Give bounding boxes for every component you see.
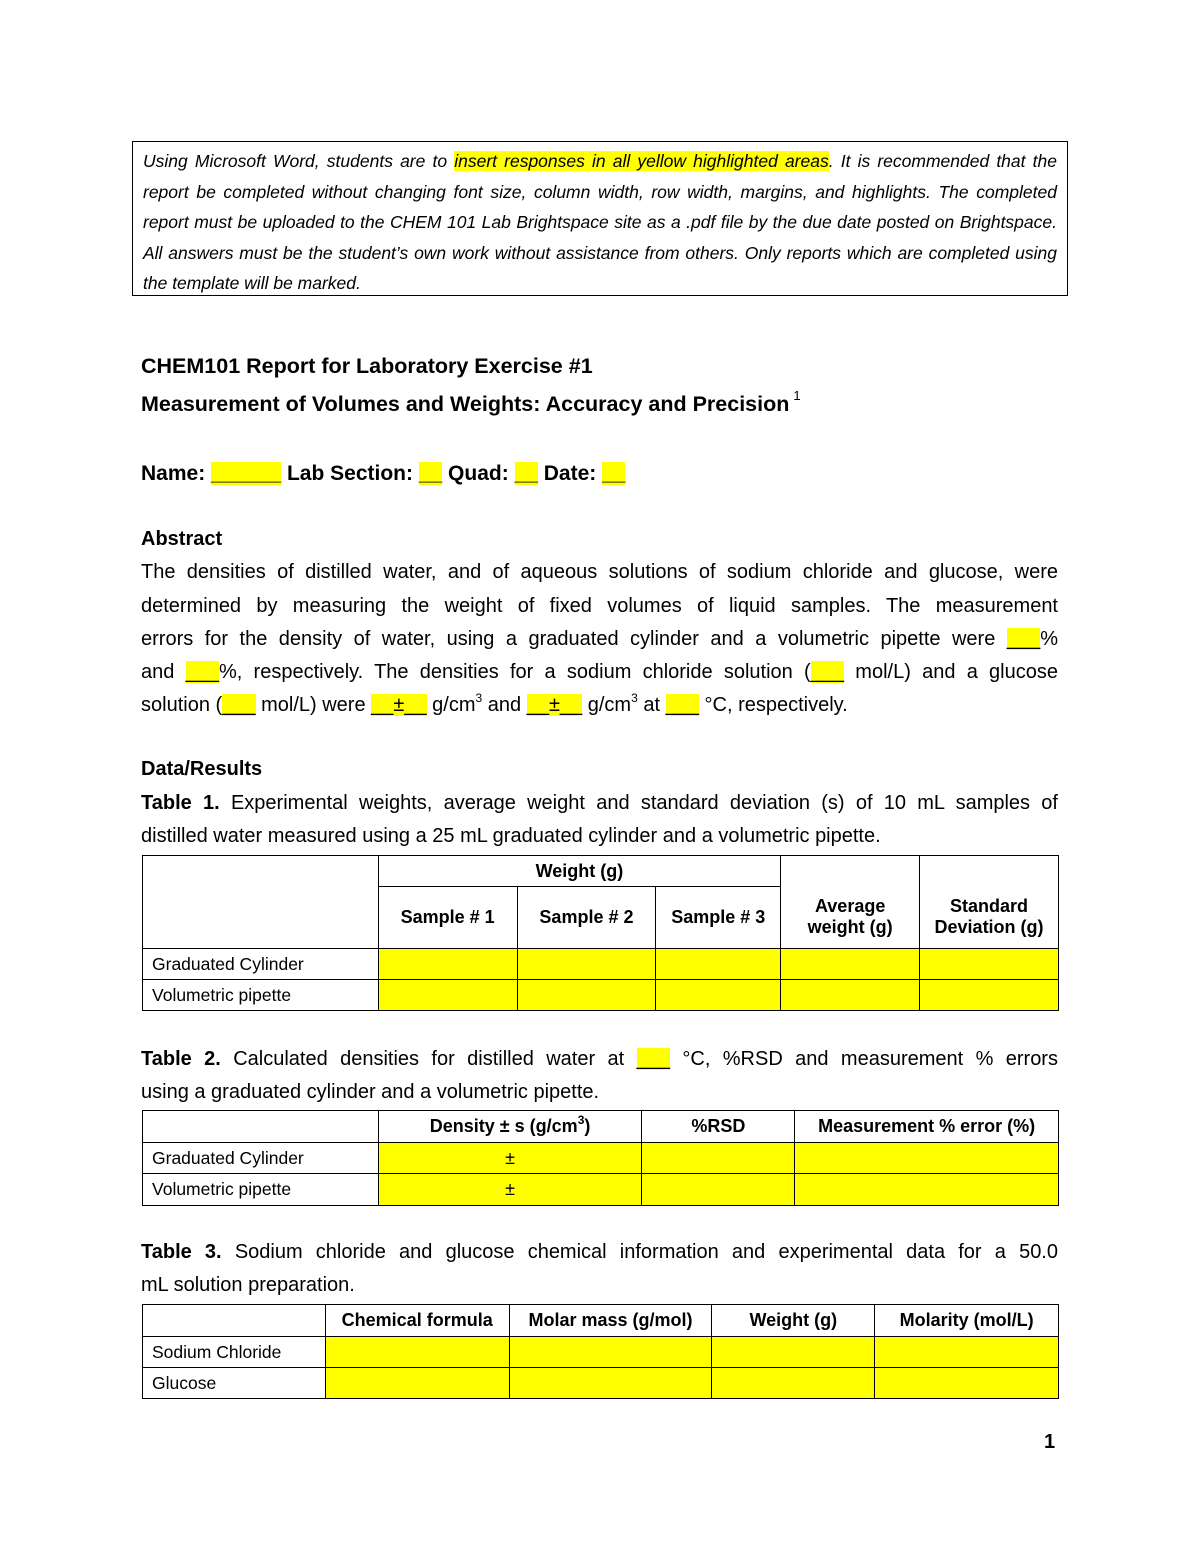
input-cell[interactable]	[378, 949, 517, 980]
row-label: Sodium Chloride	[143, 1337, 326, 1368]
row-label: Graduated Cylinder	[143, 949, 379, 980]
nacl-molarity-field[interactable]: ___	[810, 661, 845, 683]
input-cell[interactable]	[920, 949, 1059, 980]
table2-col-error: Measurement % error (%)	[795, 1111, 1059, 1143]
subtitle-text: Measurement of Volumes and Weights: Accuracy and Precision	[141, 392, 790, 416]
superscript: 3	[475, 691, 483, 705]
abstract-text: at	[643, 694, 661, 716]
table2-col-rsd: %RSD	[642, 1111, 795, 1143]
input-cell[interactable]	[378, 980, 517, 1011]
water-error-pipette-field[interactable]: ___	[185, 661, 219, 683]
abstract-text: %, respectively. The densities for a sodium chloride solution (	[218, 661, 811, 683]
nacl-density-field[interactable]: __±__	[371, 694, 427, 716]
lab-section-label: Lab Section:	[286, 462, 413, 485]
input-cell[interactable]	[795, 1174, 1059, 1206]
quad-label: Quad:	[448, 462, 509, 485]
table2-corner	[143, 1111, 379, 1143]
table3-col-molarity: Molarity (mol/L)	[875, 1305, 1059, 1337]
input-cell[interactable]	[920, 980, 1059, 1011]
superscript: 3	[577, 1113, 585, 1127]
abstract-text: and	[487, 694, 522, 716]
table-row	[143, 1368, 1059, 1399]
table2-caption-line-1	[141, 1048, 1058, 1071]
report-title: CHEM101 Report for Laboratory Exercise #1	[141, 354, 593, 378]
average-label-2: weight (g)	[807, 917, 893, 938]
abstract-line-2: determined by measuring the weight of fixed volumes of liquid samples. The measurement	[141, 595, 1058, 617]
input-cell[interactable]	[875, 1337, 1059, 1368]
abstract-line-5	[141, 691, 1058, 717]
table2-col-density	[378, 1111, 642, 1143]
table1-col-sample-1: Sample # 1	[378, 887, 517, 949]
table3-caption-line-1	[141, 1241, 1058, 1264]
date-label: Date:	[543, 462, 597, 485]
table2-label: Table 2.	[141, 1048, 221, 1070]
table3-label: Table 3.	[141, 1241, 222, 1263]
density-label-end: )	[584, 1116, 591, 1136]
instructions-text-2: . It is recommended that the report be completed without changing font size, column width, row width, margins, and highlights. The completed report must be uploaded to the CHEM 101 Lab Brightspace site as a .pdf file by the due date posted on Brightspace. All answers must be the student’s own work without assistance from others. Only reports which are completed using the template will be marked.	[143, 151, 1057, 294]
density-input-cell[interactable]: ±	[378, 1174, 642, 1206]
footnote-marker: 1	[793, 388, 801, 403]
table1-caption-line-2: distilled water measured using a 25 mL graduated cylinder and a volumetric pipette.	[141, 825, 881, 847]
table2-temperature-field[interactable]: ___	[636, 1048, 670, 1070]
row-label: Glucose	[143, 1368, 326, 1399]
abstract-text: errors for the density of water, using a graduated cylinder and a volumetric pipette were	[141, 628, 996, 650]
abstract-text: mol/L) were	[261, 694, 366, 716]
table1	[142, 855, 1059, 1011]
water-error-cylinder-field[interactable]: ___	[1006, 628, 1041, 650]
report-subtitle	[141, 388, 801, 417]
table-row	[143, 1143, 1059, 1174]
table1-col-std-dev	[920, 887, 1059, 949]
std-dev-label-1: Standard	[950, 896, 1029, 917]
table1-corner	[143, 856, 379, 887]
lab-section-field[interactable]: __	[418, 462, 443, 485]
table3-col-formula: Chemical formula	[325, 1305, 509, 1337]
instructions-text-1: Using Microsoft Word, students are to	[143, 151, 455, 171]
table3-caption-text: Sodium chloride and glucose chemical information and experimental data for a 50.0	[234, 1241, 1058, 1263]
row-label: Graduated Cylinder	[143, 1143, 379, 1174]
std-dev-label-2: Deviation (g)	[934, 917, 1044, 938]
input-cell[interactable]	[781, 980, 920, 1011]
input-cell[interactable]	[509, 1368, 712, 1399]
abstract-text: %	[1040, 628, 1058, 650]
table3-corner	[143, 1305, 326, 1337]
page-number: 1	[1044, 1431, 1056, 1453]
table1-caption-line-1	[141, 792, 1058, 815]
abstract-line-4	[141, 661, 1058, 684]
table-row	[143, 1174, 1059, 1206]
input-cell[interactable]	[656, 980, 781, 1011]
input-cell[interactable]	[712, 1337, 875, 1368]
table1-weight-header: Weight (g)	[378, 856, 781, 887]
row-label: Volumetric pipette	[143, 980, 379, 1011]
table2-caption-text: Calculated densities for distilled water at	[233, 1048, 625, 1070]
date-field[interactable]: __	[602, 462, 626, 485]
table1-caption-text: Experimental weights, average weight and standard deviation (s) of 10 mL samples of	[230, 792, 1058, 814]
density-input-cell[interactable]: ±	[378, 1143, 642, 1174]
table2-caption-text: °C, %RSD and measurement % errors	[682, 1048, 1058, 1070]
abstract-text: and	[141, 661, 175, 683]
abstract-text: g/cm	[432, 694, 476, 716]
table3-caption-line-2: mL solution preparation.	[141, 1274, 355, 1296]
name-field[interactable]: ______	[211, 462, 282, 485]
table1-corner	[143, 887, 379, 949]
abstract-heading: Abstract	[141, 528, 223, 550]
temperature-field[interactable]: ___	[665, 694, 699, 716]
abstract-line-3	[141, 628, 1058, 651]
abstract-text: °C, respectively.	[704, 694, 848, 716]
input-cell[interactable]	[642, 1174, 795, 1206]
table1-header-cell	[920, 856, 1059, 887]
table-row	[143, 1337, 1059, 1368]
table1-col-sample-2: Sample # 2	[517, 887, 656, 949]
table3	[142, 1304, 1059, 1399]
table-row	[143, 980, 1059, 1011]
input-cell[interactable]	[325, 1337, 509, 1368]
name-label: Name:	[141, 462, 206, 485]
table1-label: Table 1.	[141, 792, 220, 814]
input-cell[interactable]	[517, 949, 656, 980]
table2	[142, 1110, 1059, 1206]
glucose-density-field[interactable]: __±__	[526, 694, 583, 716]
input-cell[interactable]	[517, 980, 656, 1011]
density-label: Density ± s (g/cm	[429, 1116, 578, 1136]
input-cell[interactable]	[325, 1368, 509, 1399]
abstract-line-1: The densities of distilled water, and of aqueous solutions of sodium chloride and glucose, were	[141, 561, 1058, 583]
input-cell[interactable]	[781, 949, 920, 980]
table3-col-molar-mass: Molar mass (g/mol)	[509, 1305, 712, 1337]
student-info-line	[141, 462, 1058, 486]
table1-col-average	[781, 887, 920, 949]
abstract-text: g/cm	[587, 694, 632, 716]
input-cell[interactable]	[509, 1337, 712, 1368]
table-row	[143, 949, 1059, 980]
abstract-text: mol/L) and a glucose	[855, 661, 1058, 683]
input-cell[interactable]	[712, 1368, 875, 1399]
average-label-1: Average	[814, 896, 886, 917]
input-cell[interactable]	[875, 1368, 1059, 1399]
row-label: Volumetric pipette	[143, 1174, 379, 1206]
superscript: 3	[631, 691, 638, 705]
table1-col-sample-3: Sample # 3	[656, 887, 781, 949]
input-cell[interactable]	[642, 1143, 795, 1174]
table1-header-cell	[781, 856, 920, 887]
glucose-molarity-field[interactable]: ___	[222, 694, 256, 716]
quad-field[interactable]: __	[514, 462, 538, 485]
input-cell[interactable]	[795, 1143, 1059, 1174]
abstract-text: solution (	[141, 694, 223, 716]
data-results-heading: Data/Results	[141, 758, 263, 780]
instructions-box	[132, 141, 1068, 296]
table2-caption-line-2: using a graduated cylinder and a volumetric pipette.	[141, 1081, 600, 1103]
table3-col-weight: Weight (g)	[712, 1305, 875, 1337]
input-cell[interactable]	[656, 949, 781, 980]
instructions-highlight: insert responses in all yellow highlighted areas	[454, 151, 829, 171]
